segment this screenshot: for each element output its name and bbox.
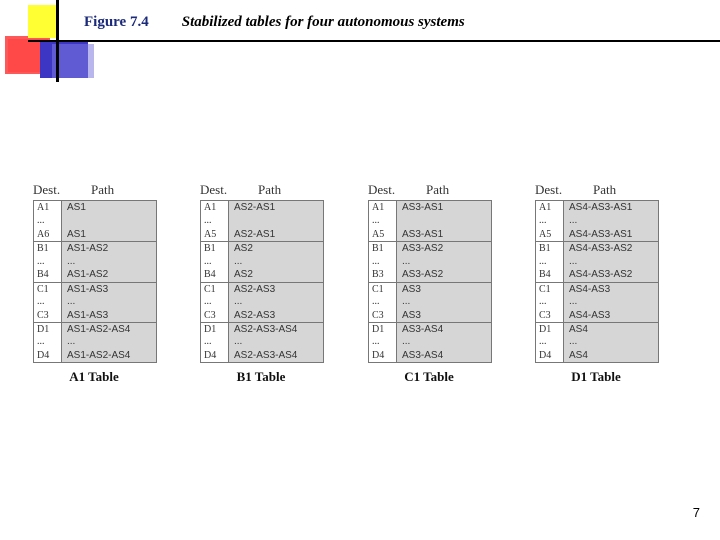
table-cell-path <box>229 214 323 227</box>
table-cell-path: ... <box>67 296 76 308</box>
table-cell-dest: B4 <box>201 268 229 281</box>
table-cell-dest: B4 <box>34 268 62 281</box>
table-body <box>535 200 659 363</box>
table-cell-path: AS4-AS3-AS1 <box>569 228 633 240</box>
header-rule <box>28 40 720 42</box>
table-cell-dest: ... <box>369 255 397 268</box>
routing-table <box>368 180 496 385</box>
table-cell-path: AS2-AS3 <box>234 309 276 321</box>
table-cell-path: AS4 <box>564 322 658 335</box>
table-cell-path: AS3-AS4 <box>397 322 491 335</box>
table-cell-path: AS3-AS2 <box>397 241 491 254</box>
table-cell-dest: ... <box>536 214 564 227</box>
table-cell-dest: C3 <box>369 309 397 322</box>
column-header-dest: Dest. <box>368 182 396 197</box>
table-cell-dest: ... <box>369 214 397 227</box>
table-cell-path: AS4-AS3-AS1 <box>569 202 633 213</box>
table-cell-dest: ... <box>369 295 397 308</box>
table-cell-path <box>62 214 156 227</box>
table-cell-path: AS1 <box>67 202 86 213</box>
table-cell-path: AS4 <box>569 349 588 361</box>
column-header-path: Path <box>91 182 115 197</box>
table-cell-dest: C1 <box>201 282 229 295</box>
table-cell-dest: A1 <box>536 201 564 214</box>
table-cell-path: AS3-AS2 <box>402 269 444 281</box>
table-cell-dest: D1 <box>536 322 564 335</box>
table-header <box>33 180 161 200</box>
table-cell-dest: ... <box>201 255 229 268</box>
table-cell-path: AS1-AS3 <box>62 282 156 295</box>
table-cell-dest: A1 <box>201 201 229 214</box>
table-cell-dest: D1 <box>369 322 397 335</box>
table-cell-dest: D4 <box>536 349 564 362</box>
table-label: D1 Table <box>571 369 621 385</box>
table-cell-path: ... <box>67 255 76 267</box>
table-cell-dest: B4 <box>536 268 564 281</box>
table-cell-path: ... <box>569 296 578 308</box>
table-cell-path: AS1-AS2 <box>62 241 156 254</box>
table-cell-path: AS3-AS1 <box>402 202 444 213</box>
slide-header <box>84 14 465 32</box>
table-cell-path: AS2 <box>229 241 323 254</box>
table-cell-dest: C3 <box>201 309 229 322</box>
routing-table <box>33 180 161 385</box>
table-cell-dest: ... <box>369 335 397 348</box>
table-body <box>33 200 157 363</box>
table-cell-path: ... <box>569 215 578 227</box>
table-cell-path: AS1-AS2 <box>67 269 109 281</box>
table-cell-dest: C1 <box>369 282 397 295</box>
table-cell-path: AS1-AS3 <box>67 309 109 321</box>
table-cell-path: ... <box>402 255 411 267</box>
table-cell-dest: A6 <box>34 228 62 241</box>
column-header-path: Path <box>258 182 282 197</box>
table-cell-dest: ... <box>536 335 564 348</box>
table-cell-dest: B1 <box>536 241 564 254</box>
table-cell-dest: ... <box>34 295 62 308</box>
table-cell-dest: ... <box>34 335 62 348</box>
table-header <box>200 180 328 200</box>
table-cell-path: ... <box>402 336 411 348</box>
table-cell-path: ... <box>569 336 578 348</box>
table-cell-dest: A5 <box>201 228 229 241</box>
table-cell-path: AS1-AS2-AS4 <box>62 322 156 335</box>
table-cell-dest: A5 <box>369 228 397 241</box>
figure-label: Figure 7.4 <box>84 14 149 30</box>
column-header-dest: Dest. <box>535 182 563 197</box>
table-cell-dest: B1 <box>201 241 229 254</box>
table-cell-path: AS4-AS3 <box>569 309 611 321</box>
table-label: A1 Table <box>69 369 119 385</box>
table-cell-dest: ... <box>34 255 62 268</box>
table-cell-path: AS1 <box>67 228 86 240</box>
column-header-dest: Dest. <box>33 182 61 197</box>
table-cell-dest: A1 <box>369 201 397 214</box>
table-cell-path: AS4-AS3 <box>564 282 658 295</box>
table-cell-dest: B1 <box>34 241 62 254</box>
decorative-yellow-square <box>28 5 58 38</box>
table-cell-path: ... <box>402 296 411 308</box>
column-header-dest: Dest. <box>200 182 228 197</box>
table-cell-path: AS2-AS3 <box>229 282 323 295</box>
table-cell-dest: D1 <box>201 322 229 335</box>
table-cell-dest: D4 <box>34 349 62 362</box>
table-cell-dest: C3 <box>34 309 62 322</box>
table-cell-path: ... <box>234 336 243 348</box>
figure-caption: Stabilized tables for four autonomous systems <box>181 14 465 30</box>
column-header-path: Path <box>426 182 450 197</box>
table-cell-dest: B1 <box>369 241 397 254</box>
table-label: C1 Table <box>404 369 454 385</box>
table-cell-path <box>397 214 491 227</box>
table-cell-path: AS2-AS3-AS4 <box>229 322 323 335</box>
table-body <box>368 200 492 363</box>
table-cell-dest: D1 <box>34 322 62 335</box>
table-cell-path: AS1-AS2-AS4 <box>67 349 131 361</box>
table-cell-dest: C1 <box>536 282 564 295</box>
table-cell-path: ... <box>234 255 243 267</box>
table-cell-path: AS2-AS1 <box>234 202 276 213</box>
table-cell-path: AS3 <box>402 309 421 321</box>
table-cell-dest: ... <box>201 335 229 348</box>
table-cell-dest: ... <box>34 214 62 227</box>
table-cell-dest: ... <box>536 295 564 308</box>
routing-table <box>535 180 663 385</box>
table-cell-dest: C1 <box>34 282 62 295</box>
table-cell-path: AS2-AS3-AS4 <box>234 349 298 361</box>
table-cell-path: AS2 <box>234 269 253 281</box>
table-cell-dest: A5 <box>536 228 564 241</box>
table-header <box>535 180 663 200</box>
table-cell-path: AS4-AS3-AS2 <box>569 269 633 281</box>
table-cell-path: ... <box>234 296 243 308</box>
table-cell-path: ... <box>569 255 578 267</box>
table-cell-dest: ... <box>536 255 564 268</box>
table-cell-path: AS3-AS1 <box>402 228 444 240</box>
table-cell-path: AS3-AS4 <box>402 349 444 361</box>
table-cell-path: ... <box>67 336 76 348</box>
page-number: 7 <box>692 505 700 520</box>
table-cell-dest: ... <box>201 214 229 227</box>
table-cell-dest: D4 <box>369 349 397 362</box>
table-cell-dest: A1 <box>34 201 62 214</box>
table-cell-path: AS3 <box>397 282 491 295</box>
table-cell-path: AS4-AS3-AS2 <box>564 241 658 254</box>
table-header <box>368 180 496 200</box>
table-cell-dest: C3 <box>536 309 564 322</box>
table-cell-dest: ... <box>201 295 229 308</box>
routing-table <box>200 180 328 385</box>
table-body <box>200 200 324 363</box>
column-header-path: Path <box>593 182 617 197</box>
table-cell-path: AS2-AS1 <box>234 228 276 240</box>
table-cell-dest: D4 <box>201 349 229 362</box>
table-cell-dest: B3 <box>369 268 397 281</box>
table-label: B1 Table <box>236 369 286 385</box>
